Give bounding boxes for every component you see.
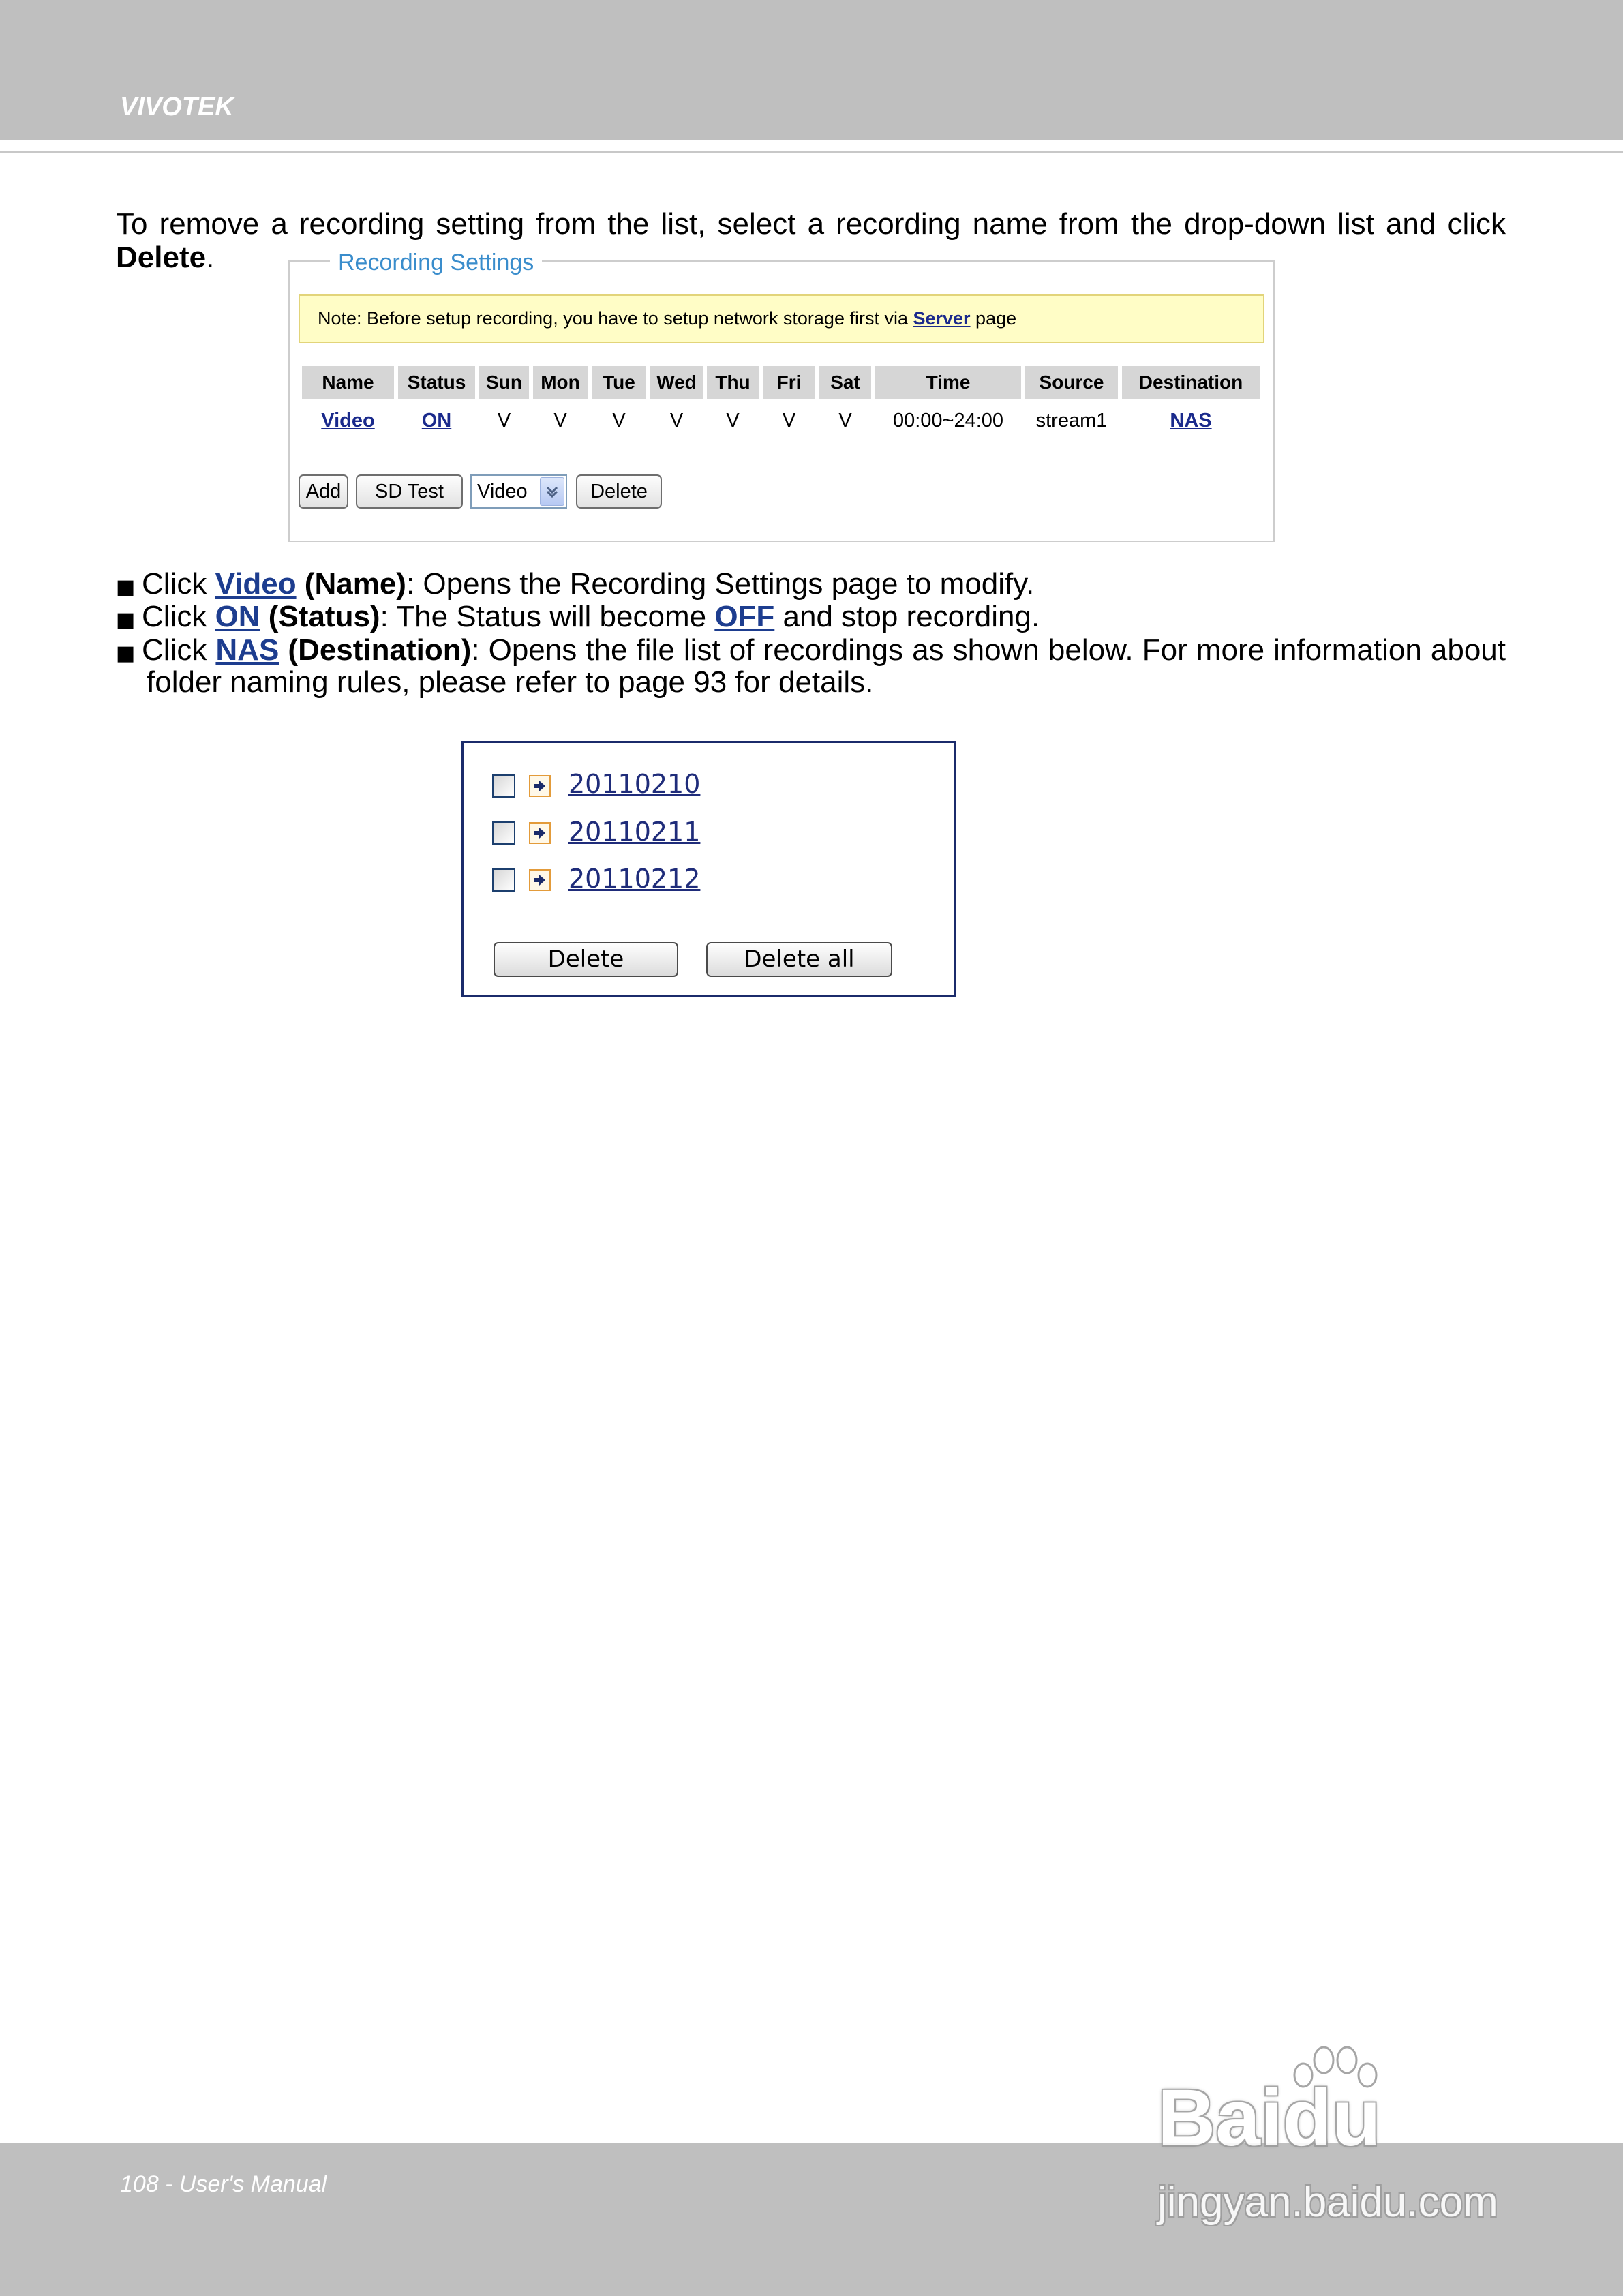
- column-header-sun: Sun: [479, 366, 529, 399]
- arrow-right-icon: [529, 822, 551, 844]
- delete-all-button[interactable]: Delete all: [706, 942, 892, 977]
- page-number-label: 108 - User's Manual: [120, 2171, 327, 2197]
- bullet-lead: Click: [142, 567, 215, 601]
- chevron-down-icon[interactable]: [540, 477, 564, 506]
- arrow-right-icon: [529, 869, 551, 891]
- page-header: [0, 0, 1623, 140]
- bullet-status: [116, 601, 1506, 637]
- cell-tue: V: [612, 410, 626, 432]
- recording-select[interactable]: [470, 474, 567, 509]
- recording-destination-link[interactable]: NAS: [1170, 410, 1212, 432]
- delete-button[interactable]: Delete: [494, 942, 678, 977]
- column-header-time: Time: [875, 366, 1021, 399]
- column-header-status: Status: [398, 366, 475, 399]
- video-name-link[interactable]: Video: [215, 567, 297, 601]
- bullet-term: (Destination): [279, 633, 472, 667]
- recording-status-link[interactable]: ON: [421, 410, 452, 432]
- recording-settings-legend: Recording Settings: [330, 249, 542, 276]
- sd-test-button[interactable]: SD Test: [356, 474, 463, 509]
- column-header-mon: Mon: [533, 366, 588, 399]
- intro-action-term: Delete: [116, 241, 207, 274]
- column-header-sat: Sat: [819, 366, 871, 399]
- column-header-source: Source: [1025, 366, 1118, 399]
- cell-mon: V: [553, 410, 567, 432]
- column-header-tue: Tue: [592, 366, 646, 399]
- header-divider: [0, 151, 1623, 153]
- column-header-fri: Fri: [763, 366, 815, 399]
- on-status-link[interactable]: ON: [215, 600, 260, 633]
- column-header-wed: Wed: [650, 366, 703, 399]
- bullet-marker: ■: [116, 641, 136, 665]
- note-suffix: page: [970, 308, 1017, 329]
- column-header-name: Name: [302, 366, 394, 399]
- folder-link[interactable]: 20110210: [568, 769, 701, 799]
- file-checkbox[interactable]: [492, 868, 515, 892]
- file-checkbox[interactable]: [492, 774, 515, 798]
- bullet-video: [116, 568, 1506, 604]
- bullet-marker: ■: [116, 608, 136, 632]
- bullet-marker: ■: [116, 575, 136, 599]
- bullet-term: (Status): [260, 600, 380, 633]
- bullet-text: : Opens the file list of recordings as shown below. For more information about: [471, 633, 1506, 667]
- folder-link[interactable]: 20110211: [568, 817, 701, 847]
- nas-destination-link[interactable]: NAS: [215, 633, 279, 667]
- column-header-destination: Destination: [1122, 366, 1260, 399]
- bullet-text: : The Status will become: [380, 600, 715, 633]
- add-button[interactable]: Add: [299, 474, 348, 509]
- watermark-url: jingyan.baidu.com: [1157, 2179, 1498, 2226]
- folder-link[interactable]: 20110212: [568, 864, 701, 894]
- storage-note: [299, 294, 1264, 343]
- intro-line: To remove a recording setting from the list, select a recording name from the drop-down list and click: [116, 207, 1506, 241]
- server-link[interactable]: Server: [913, 308, 971, 329]
- cell-source: stream1: [1035, 410, 1108, 432]
- intro-period: .: [206, 241, 215, 274]
- watermark-logo: Baidu: [1157, 2073, 1381, 2163]
- bullet-destination-continuation: folder naming rules, please refer to page 93 for details.: [147, 665, 874, 699]
- table-row: [302, 407, 1260, 434]
- column-header-thu: Thu: [707, 366, 759, 399]
- cell-sun: V: [497, 410, 511, 432]
- cell-thu: V: [726, 410, 740, 432]
- recording-table-header: [302, 366, 1260, 399]
- bullet-lead: Click: [142, 600, 215, 633]
- cell-time: 00:00~24:00: [892, 410, 1004, 432]
- recording-select-value: Video: [477, 481, 528, 502]
- cell-sat: V: [838, 410, 852, 432]
- cell-fri: V: [782, 410, 796, 432]
- bullet-text: : Opens the Recording Settings page to modify.: [406, 567, 1035, 601]
- cell-status: [398, 407, 475, 434]
- file-checkbox[interactable]: [492, 821, 515, 845]
- bullet-text-end: and stop recording.: [774, 600, 1040, 633]
- bullet-term: (Name): [296, 567, 406, 601]
- recording-name-link[interactable]: Video: [321, 410, 375, 432]
- bullet-lead: Click: [142, 633, 216, 667]
- off-status-link[interactable]: OFF: [714, 600, 775, 633]
- cell-destination: [1122, 407, 1260, 434]
- arrow-right-icon: [529, 775, 551, 797]
- brand-name: VIVOTEK: [120, 93, 234, 121]
- cell-wed: V: [669, 410, 684, 432]
- cell-name: [302, 407, 394, 434]
- delete-recording-button[interactable]: Delete: [576, 474, 662, 509]
- note-text: Note: Before setup recording, you have to setup network storage first via: [318, 308, 913, 329]
